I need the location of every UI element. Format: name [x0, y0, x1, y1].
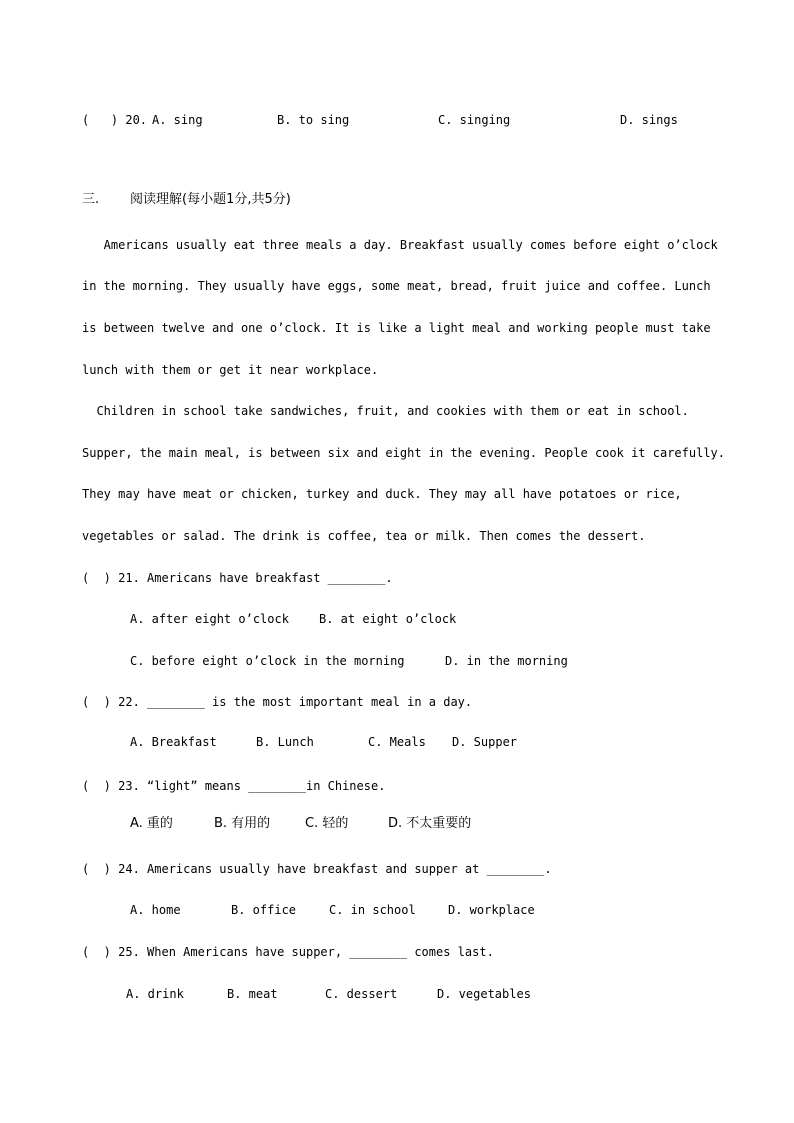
question-20-option-d: D. sings: [620, 113, 678, 127]
question-23-stem: ( ) 23. “light” means ________in Chinese.: [82, 779, 386, 793]
question-21-stem: ( ) 21. Americans have breakfast ________.: [82, 571, 393, 585]
section-number: 三.: [82, 192, 100, 207]
passage-line-1: Americans usually eat three meals a day. Breakfast usually comes before eight o’clock: [82, 238, 718, 252]
question-20-prefix: ( ) 20.: [82, 113, 148, 127]
question-23-option-a: A. 重的: [130, 816, 173, 831]
question-25-option-d: D. vegetables: [437, 987, 531, 1001]
question-25-option-c: C. dessert: [325, 987, 398, 1001]
question-23-option-d: D. 不太重要的: [388, 816, 472, 831]
question-25-option-b: B. meat: [227, 987, 278, 1001]
question-22-stem: ( ) 22. ________ is the most important meal in a day.: [82, 695, 473, 709]
passage-line-5: Children in school take sandwiches, fruit, and cookies with them or eat in school.: [82, 404, 689, 418]
question-23-option-c: C. 轻的: [305, 816, 349, 831]
question-21-option-c: C. before eight o’clock in the morning: [130, 654, 405, 668]
passage-line-4: lunch with them or get it near workplace.: [82, 363, 379, 377]
passage-line-2: in the morning. They usually have eggs, some meat, bread, fruit juice and coffee. Lunch: [82, 279, 711, 293]
question-24-option-a: A. home: [130, 903, 181, 917]
question-21-option-b: B. at eight o’clock: [319, 612, 457, 626]
question-25-option-a: A. drink: [126, 987, 184, 1001]
passage-line-8: vegetables or salad. The drink is coffee, tea or milk. Then comes the dessert.: [82, 529, 646, 543]
question-20-option-b: B. to sing: [277, 113, 350, 127]
question-22-option-b: B. Lunch: [256, 735, 314, 749]
passage-line-3: is between twelve and one o’clock. It is like a light meal and working people must take: [82, 321, 711, 335]
question-24-option-b: B. office: [231, 903, 297, 917]
question-24-option-c: C. in school: [329, 903, 416, 917]
passage-line-6: Supper, the main meal, is between six and eight in the evening. People cook it carefully.: [82, 446, 725, 460]
passage-line-7: They may have meat or chicken, turkey and duck. They may all have potatoes or rice,: [82, 487, 682, 501]
section-title: 阅读理解(每小题1分,共5分): [130, 192, 291, 207]
question-20-option-a: A. sing: [152, 113, 203, 127]
question-22-option-d: D. Supper: [452, 735, 518, 749]
question-25-stem: ( ) 25. When Americans have supper, ________ comes last.: [82, 945, 494, 959]
question-21-option-a: A. after eight o’clock: [130, 612, 289, 626]
question-22-option-a: A. Breakfast: [130, 735, 217, 749]
question-23-option-b: B. 有用的: [214, 816, 271, 831]
question-22-option-c: C. Meals: [368, 735, 426, 749]
question-20-option-c: C. singing: [438, 113, 511, 127]
question-24-stem: ( ) 24. Americans usually have breakfast and supper at ________.: [82, 862, 552, 876]
question-21-option-d: D. in the morning: [445, 654, 568, 668]
question-24-option-d: D. workplace: [448, 903, 535, 917]
